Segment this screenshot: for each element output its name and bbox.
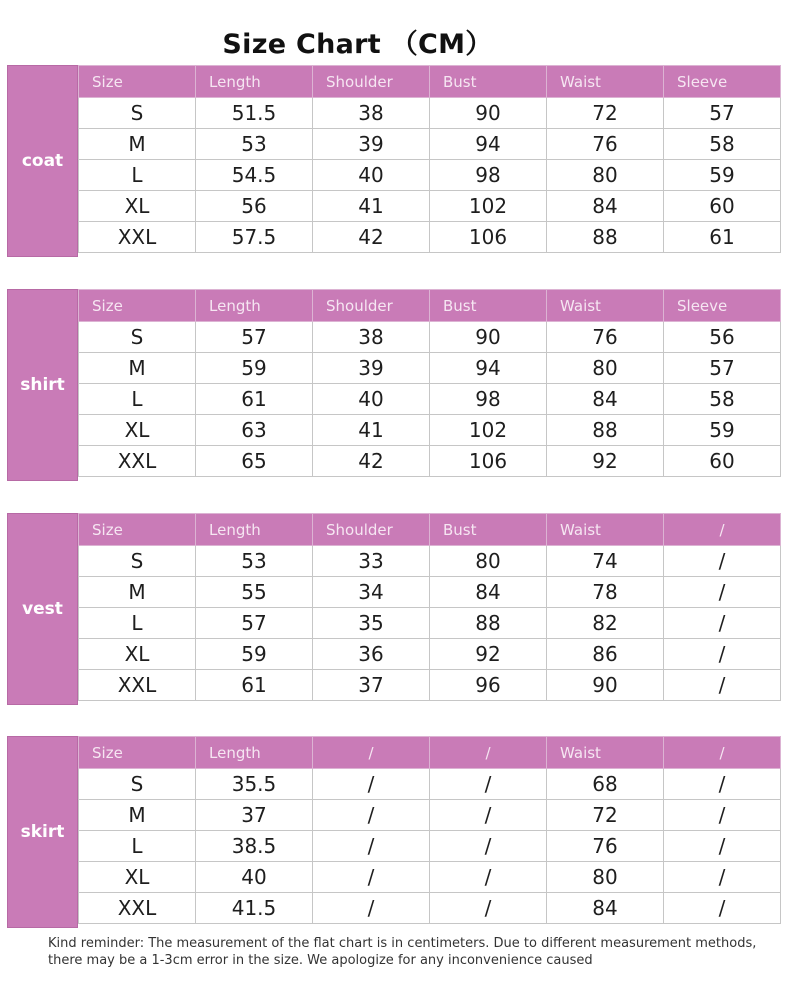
column-header: Length: [196, 66, 313, 98]
column-header: Size: [79, 66, 196, 98]
measurement-cell: 106: [430, 446, 547, 477]
measurement-cell: /: [664, 546, 781, 577]
measurement-cell: /: [430, 831, 547, 862]
garment-label: coat: [7, 65, 78, 257]
table-row: [79, 415, 781, 446]
measurement-cell: /: [313, 769, 430, 800]
size-cell: XXL: [79, 446, 196, 477]
column-header: /: [664, 514, 781, 546]
measurement-cell: /: [664, 577, 781, 608]
measurement-cell: 68: [547, 769, 664, 800]
column-header: Size: [79, 290, 196, 322]
size-table-skirt: [7, 736, 781, 928]
measurement-cell: /: [313, 862, 430, 893]
table-row: [79, 769, 781, 800]
table-row: [79, 129, 781, 160]
column-header: Shoulder: [313, 66, 430, 98]
column-header: Length: [196, 290, 313, 322]
column-header: Sleeve: [664, 290, 781, 322]
measurement-cell: 42: [313, 222, 430, 253]
measurement-cell: /: [430, 893, 547, 924]
table-row: [79, 862, 781, 893]
page-title: Size Chart （CM）: [222, 29, 493, 60]
measurement-cell: 39: [313, 129, 430, 160]
garment-label: vest: [7, 513, 78, 705]
table-row: [79, 639, 781, 670]
measurement-cell: 54.5: [196, 160, 313, 191]
measurement-cell: 53: [196, 129, 313, 160]
measurement-cell: 80: [547, 160, 664, 191]
column-header: Waist: [547, 514, 664, 546]
table-row: [79, 322, 781, 353]
measurement-cell: 80: [547, 862, 664, 893]
size-cell: XXL: [79, 893, 196, 924]
size-cell: S: [79, 769, 196, 800]
size-cell: L: [79, 160, 196, 191]
size-table-shirt: [7, 289, 781, 481]
garment-label: skirt: [7, 736, 78, 928]
measurement-cell: 36: [313, 639, 430, 670]
column-header: Bust: [430, 514, 547, 546]
measurement-cell: 59: [196, 353, 313, 384]
measurement-cell: 90: [547, 670, 664, 701]
measurement-cell: 76: [547, 322, 664, 353]
measurement-cell: 96: [430, 670, 547, 701]
column-header: /: [313, 737, 430, 769]
column-header: Bust: [430, 66, 547, 98]
table-row: [79, 608, 781, 639]
measurement-cell: 80: [430, 546, 547, 577]
measurement-cell: 72: [547, 800, 664, 831]
column-header: Sleeve: [664, 66, 781, 98]
measurement-grid: [78, 289, 781, 477]
table-row: [79, 160, 781, 191]
column-header: Shoulder: [313, 514, 430, 546]
measurement-cell: 61: [664, 222, 781, 253]
measurement-cell: 55: [196, 577, 313, 608]
measurement-cell: 72: [547, 98, 664, 129]
measurement-cell: 57.5: [196, 222, 313, 253]
measurement-cell: 37: [313, 670, 430, 701]
column-header: Waist: [547, 737, 664, 769]
size-cell: S: [79, 322, 196, 353]
table-row: [79, 191, 781, 222]
measurement-cell: 61: [196, 670, 313, 701]
header-row: [79, 514, 781, 546]
measurement-grid: [78, 736, 781, 924]
size-cell: XXL: [79, 670, 196, 701]
measurement-cell: 84: [430, 577, 547, 608]
measurement-cell: 57: [196, 322, 313, 353]
measurement-cell: 33: [313, 546, 430, 577]
measurement-cell: 94: [430, 353, 547, 384]
measurement-cell: /: [430, 769, 547, 800]
column-header: Size: [79, 737, 196, 769]
column-header: Waist: [547, 66, 664, 98]
measurement-cell: 78: [547, 577, 664, 608]
measurement-cell: 98: [430, 384, 547, 415]
table-row: [79, 670, 781, 701]
table-row: [79, 222, 781, 253]
column-header: Waist: [547, 290, 664, 322]
measurement-cell: /: [664, 769, 781, 800]
measurement-cell: 40: [196, 862, 313, 893]
measurement-cell: 102: [430, 191, 547, 222]
measurement-cell: 38: [313, 322, 430, 353]
column-header: Size: [79, 514, 196, 546]
measurement-cell: 57: [664, 353, 781, 384]
measurement-cell: 82: [547, 608, 664, 639]
measurement-cell: 37: [196, 800, 313, 831]
table-row: [79, 98, 781, 129]
measurement-cell: 90: [430, 322, 547, 353]
measurement-cell: 53: [196, 546, 313, 577]
measurement-cell: 86: [547, 639, 664, 670]
size-cell: M: [79, 577, 196, 608]
measurement-cell: 39: [313, 353, 430, 384]
measurement-cell: 40: [313, 384, 430, 415]
garment-label: shirt: [7, 289, 78, 481]
measurement-cell: 35: [313, 608, 430, 639]
measurement-cell: 94: [430, 129, 547, 160]
measurement-cell: 60: [664, 191, 781, 222]
kind-reminder-note: Kind reminder: The measurement of the flat chart is in centimeters. Due to different measurement methods, there may be a 1-3cm error in the size. We apologize for any inconvenience caused: [48, 936, 757, 968]
measurement-cell: /: [313, 831, 430, 862]
measurement-cell: 38.5: [196, 831, 313, 862]
measurement-cell: /: [664, 893, 781, 924]
measurement-cell: 63: [196, 415, 313, 446]
measurement-cell: /: [664, 800, 781, 831]
measurement-cell: 58: [664, 384, 781, 415]
measurement-cell: 35.5: [196, 769, 313, 800]
measurement-cell: 84: [547, 893, 664, 924]
column-header: Length: [196, 514, 313, 546]
size-cell: XL: [79, 415, 196, 446]
size-cell: S: [79, 98, 196, 129]
measurement-cell: 40: [313, 160, 430, 191]
column-header: /: [430, 737, 547, 769]
measurement-cell: 41: [313, 415, 430, 446]
header-row: [79, 66, 781, 98]
measurement-cell: 41: [313, 191, 430, 222]
measurement-cell: 84: [547, 191, 664, 222]
measurement-cell: 59: [664, 160, 781, 191]
measurement-cell: 42: [313, 446, 430, 477]
measurement-cell: 57: [664, 98, 781, 129]
measurement-cell: 76: [547, 129, 664, 160]
measurement-grid: [78, 65, 781, 253]
size-cell: M: [79, 800, 196, 831]
table-row: [79, 800, 781, 831]
size-cell: XL: [79, 191, 196, 222]
size-cell: XL: [79, 862, 196, 893]
measurement-cell: 76: [547, 831, 664, 862]
measurement-cell: /: [664, 639, 781, 670]
table-row: [79, 546, 781, 577]
measurement-cell: 38: [313, 98, 430, 129]
measurement-cell: /: [313, 893, 430, 924]
table-row: [79, 353, 781, 384]
measurement-grid: [78, 513, 781, 701]
header-row: [79, 737, 781, 769]
header-row: [79, 290, 781, 322]
measurement-cell: 60: [664, 446, 781, 477]
measurement-cell: /: [664, 670, 781, 701]
measurement-cell: 102: [430, 415, 547, 446]
measurement-cell: 58: [664, 129, 781, 160]
measurement-cell: 59: [664, 415, 781, 446]
measurement-cell: 56: [196, 191, 313, 222]
size-cell: S: [79, 546, 196, 577]
table-row: [79, 831, 781, 862]
measurement-cell: 98: [430, 160, 547, 191]
column-header: Length: [196, 737, 313, 769]
measurement-cell: 92: [547, 446, 664, 477]
size-cell: XL: [79, 639, 196, 670]
table-row: [79, 893, 781, 924]
measurement-cell: 57: [196, 608, 313, 639]
column-header: /: [664, 737, 781, 769]
measurement-cell: 84: [547, 384, 664, 415]
size-table-vest: [7, 513, 781, 705]
measurement-cell: 106: [430, 222, 547, 253]
size-cell: XXL: [79, 222, 196, 253]
measurement-cell: 65: [196, 446, 313, 477]
measurement-cell: /: [313, 800, 430, 831]
measurement-cell: 88: [430, 608, 547, 639]
size-cell: L: [79, 831, 196, 862]
measurement-cell: /: [664, 831, 781, 862]
measurement-cell: 88: [547, 415, 664, 446]
measurement-cell: 74: [547, 546, 664, 577]
measurement-cell: /: [664, 862, 781, 893]
size-cell: M: [79, 353, 196, 384]
measurement-cell: 56: [664, 322, 781, 353]
measurement-cell: /: [430, 862, 547, 893]
size-cell: M: [79, 129, 196, 160]
measurement-cell: 88: [547, 222, 664, 253]
measurement-cell: 92: [430, 639, 547, 670]
size-cell: L: [79, 384, 196, 415]
measurement-cell: 90: [430, 98, 547, 129]
measurement-cell: /: [430, 800, 547, 831]
measurement-cell: 41.5: [196, 893, 313, 924]
column-header: Bust: [430, 290, 547, 322]
size-table-coat: [7, 65, 781, 257]
measurement-cell: 80: [547, 353, 664, 384]
measurement-cell: 34: [313, 577, 430, 608]
measurement-cell: /: [664, 608, 781, 639]
table-row: [79, 384, 781, 415]
measurement-cell: 59: [196, 639, 313, 670]
column-header: Shoulder: [313, 290, 430, 322]
size-cell: L: [79, 608, 196, 639]
measurement-cell: 51.5: [196, 98, 313, 129]
table-row: [79, 446, 781, 477]
measurement-cell: 61: [196, 384, 313, 415]
table-row: [79, 577, 781, 608]
